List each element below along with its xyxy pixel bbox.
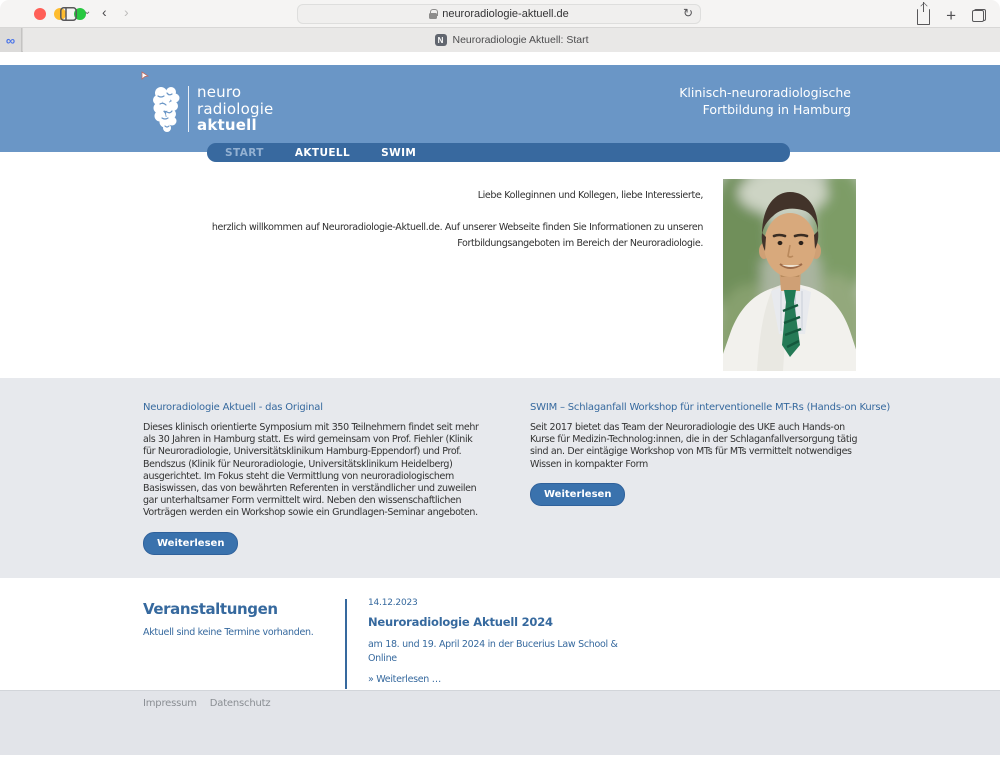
close-window-button[interactable]	[34, 8, 46, 20]
intro-section	[0, 152, 1000, 378]
teaser-swim-body: Seit 2017 bietet das Team der Neuroradiologie des UKE auch Hands-on Kurse für Medizin-Technolog:innen, die in der Schlaganfallversorgung tätig sind an. Der eintägige Workshop von MTs für MTs vermittelt notwendiges Wissen in kompakter Form	[530, 422, 858, 470]
teaser-swim-title[interactable]: SWIM – Schlaganfall Workshop für interventionelle MT-Rs (Hands-on Kurse)	[530, 402, 891, 413]
footer-link-impressum[interactable]: Impressum	[143, 698, 197, 709]
event-description: am 18. und 19. April 2024 in der Bucerius Law School & Online	[368, 639, 618, 664]
back-button[interactable]: ‹	[102, 4, 107, 20]
tab-bar	[0, 28, 1000, 52]
intro-welcome: herzlich willkommen auf Neuroradiologie-Aktuell.de. Auf unserer Webseite finden Sie Informationen zu unseren Fortbildungsangeboten im Bereich der Neuroradiologie.	[211, 222, 703, 249]
lock-icon	[429, 9, 437, 19]
reload-icon[interactable]: ↻	[682, 6, 693, 20]
main-navigation	[207, 143, 790, 162]
intro-greeting: Liebe Kolleginnen und Kollegen, liebe Interessierte,	[477, 190, 703, 201]
teaser-original-title[interactable]: Neuroradiologie Aktuell - das Original	[143, 402, 323, 413]
nav-item-swim[interactable]: SWIM	[381, 146, 417, 159]
events-divider	[345, 599, 347, 689]
url-text: neuroradiologie-aktuell.de	[442, 8, 569, 20]
site-header	[0, 65, 1000, 152]
site-footer	[0, 690, 1000, 755]
event-read-more-link[interactable]: » Weiterlesen …	[368, 674, 441, 685]
event-title[interactable]: Neuroradiologie Aktuell 2024	[368, 615, 553, 629]
tab-overview-icon[interactable]	[972, 9, 986, 22]
below-window-area	[0, 755, 1000, 777]
event-date: 14.12.2023	[368, 598, 418, 608]
address-bar[interactable]	[297, 4, 701, 24]
sidebar-icon[interactable]	[60, 7, 77, 26]
forward-button[interactable]: ›	[124, 4, 129, 20]
portrait-photo	[723, 179, 856, 371]
chevron-down-icon[interactable]: ⌄	[83, 6, 92, 17]
events-heading: Veranstaltungen	[143, 600, 278, 618]
logo-divider	[188, 86, 189, 132]
new-tab-button[interactable]: +	[946, 5, 956, 25]
pinned-tab[interactable]	[0, 28, 22, 52]
cursor-artifact	[141, 71, 150, 80]
page-top-margin	[0, 52, 1000, 65]
brain-icon	[152, 86, 180, 132]
share-icon[interactable]	[917, 9, 930, 25]
events-empty-note: Aktuell sind keine Termine vorhanden.	[143, 627, 314, 638]
tab-favicon: N	[435, 34, 447, 46]
tab-title: Neuroradiologie Aktuell: Start	[452, 34, 589, 46]
site-tagline: Klinisch-neuroradiologische Fortbildung in Hamburg	[679, 85, 851, 117]
teaser-section	[0, 378, 1000, 578]
pinned-tab-icon: ∞	[5, 32, 16, 48]
teaser-original-read-more-button[interactable]: Weiterlesen	[143, 532, 238, 555]
footer-link-datenschutz[interactable]: Datenschutz	[209, 698, 271, 709]
teaser-swim	[530, 402, 891, 506]
nav-item-start[interactable]: START	[225, 146, 264, 159]
intro-text	[203, 188, 703, 252]
teaser-original	[143, 402, 483, 555]
active-tab[interactable]	[23, 28, 1000, 52]
teaser-swim-read-more-button[interactable]: Weiterlesen	[530, 483, 625, 506]
event-item	[368, 598, 618, 685]
events-section	[0, 578, 1000, 690]
teaser-original-body: Dieses klinisch orientierte Symposium mit 350 Teilnehmern findet seit mehr als 30 Jahren in Hamburg statt. Es wird gemeinsam von Prof. Fiehler (Klinik für Neuroradiologie, Universitätsklinikum Hamburg-Eppendorf) und Prof. Bendszus (Klinik für Neuroradiologie, Universitätsklinikum Heidelberg) ausgerichtet. Im Fokus steht die Vermittlung von neuroradiologischem Basiswissen, das von bewährten Referenten in verständlicher und zuweilen gar unterhaltsamer Form vermittelt wird. Neben den wissenschaftlichen Vorträgen werden ein Workshop sowie ein Grundlagen-Seminar angeboten.	[143, 422, 479, 519]
site-logo[interactable]	[152, 84, 274, 134]
nav-item-aktuell[interactable]: AKTUELL	[294, 146, 351, 159]
logo-text: neuro radiologie aktuell	[197, 83, 274, 134]
browser-toolbar	[0, 0, 1000, 28]
